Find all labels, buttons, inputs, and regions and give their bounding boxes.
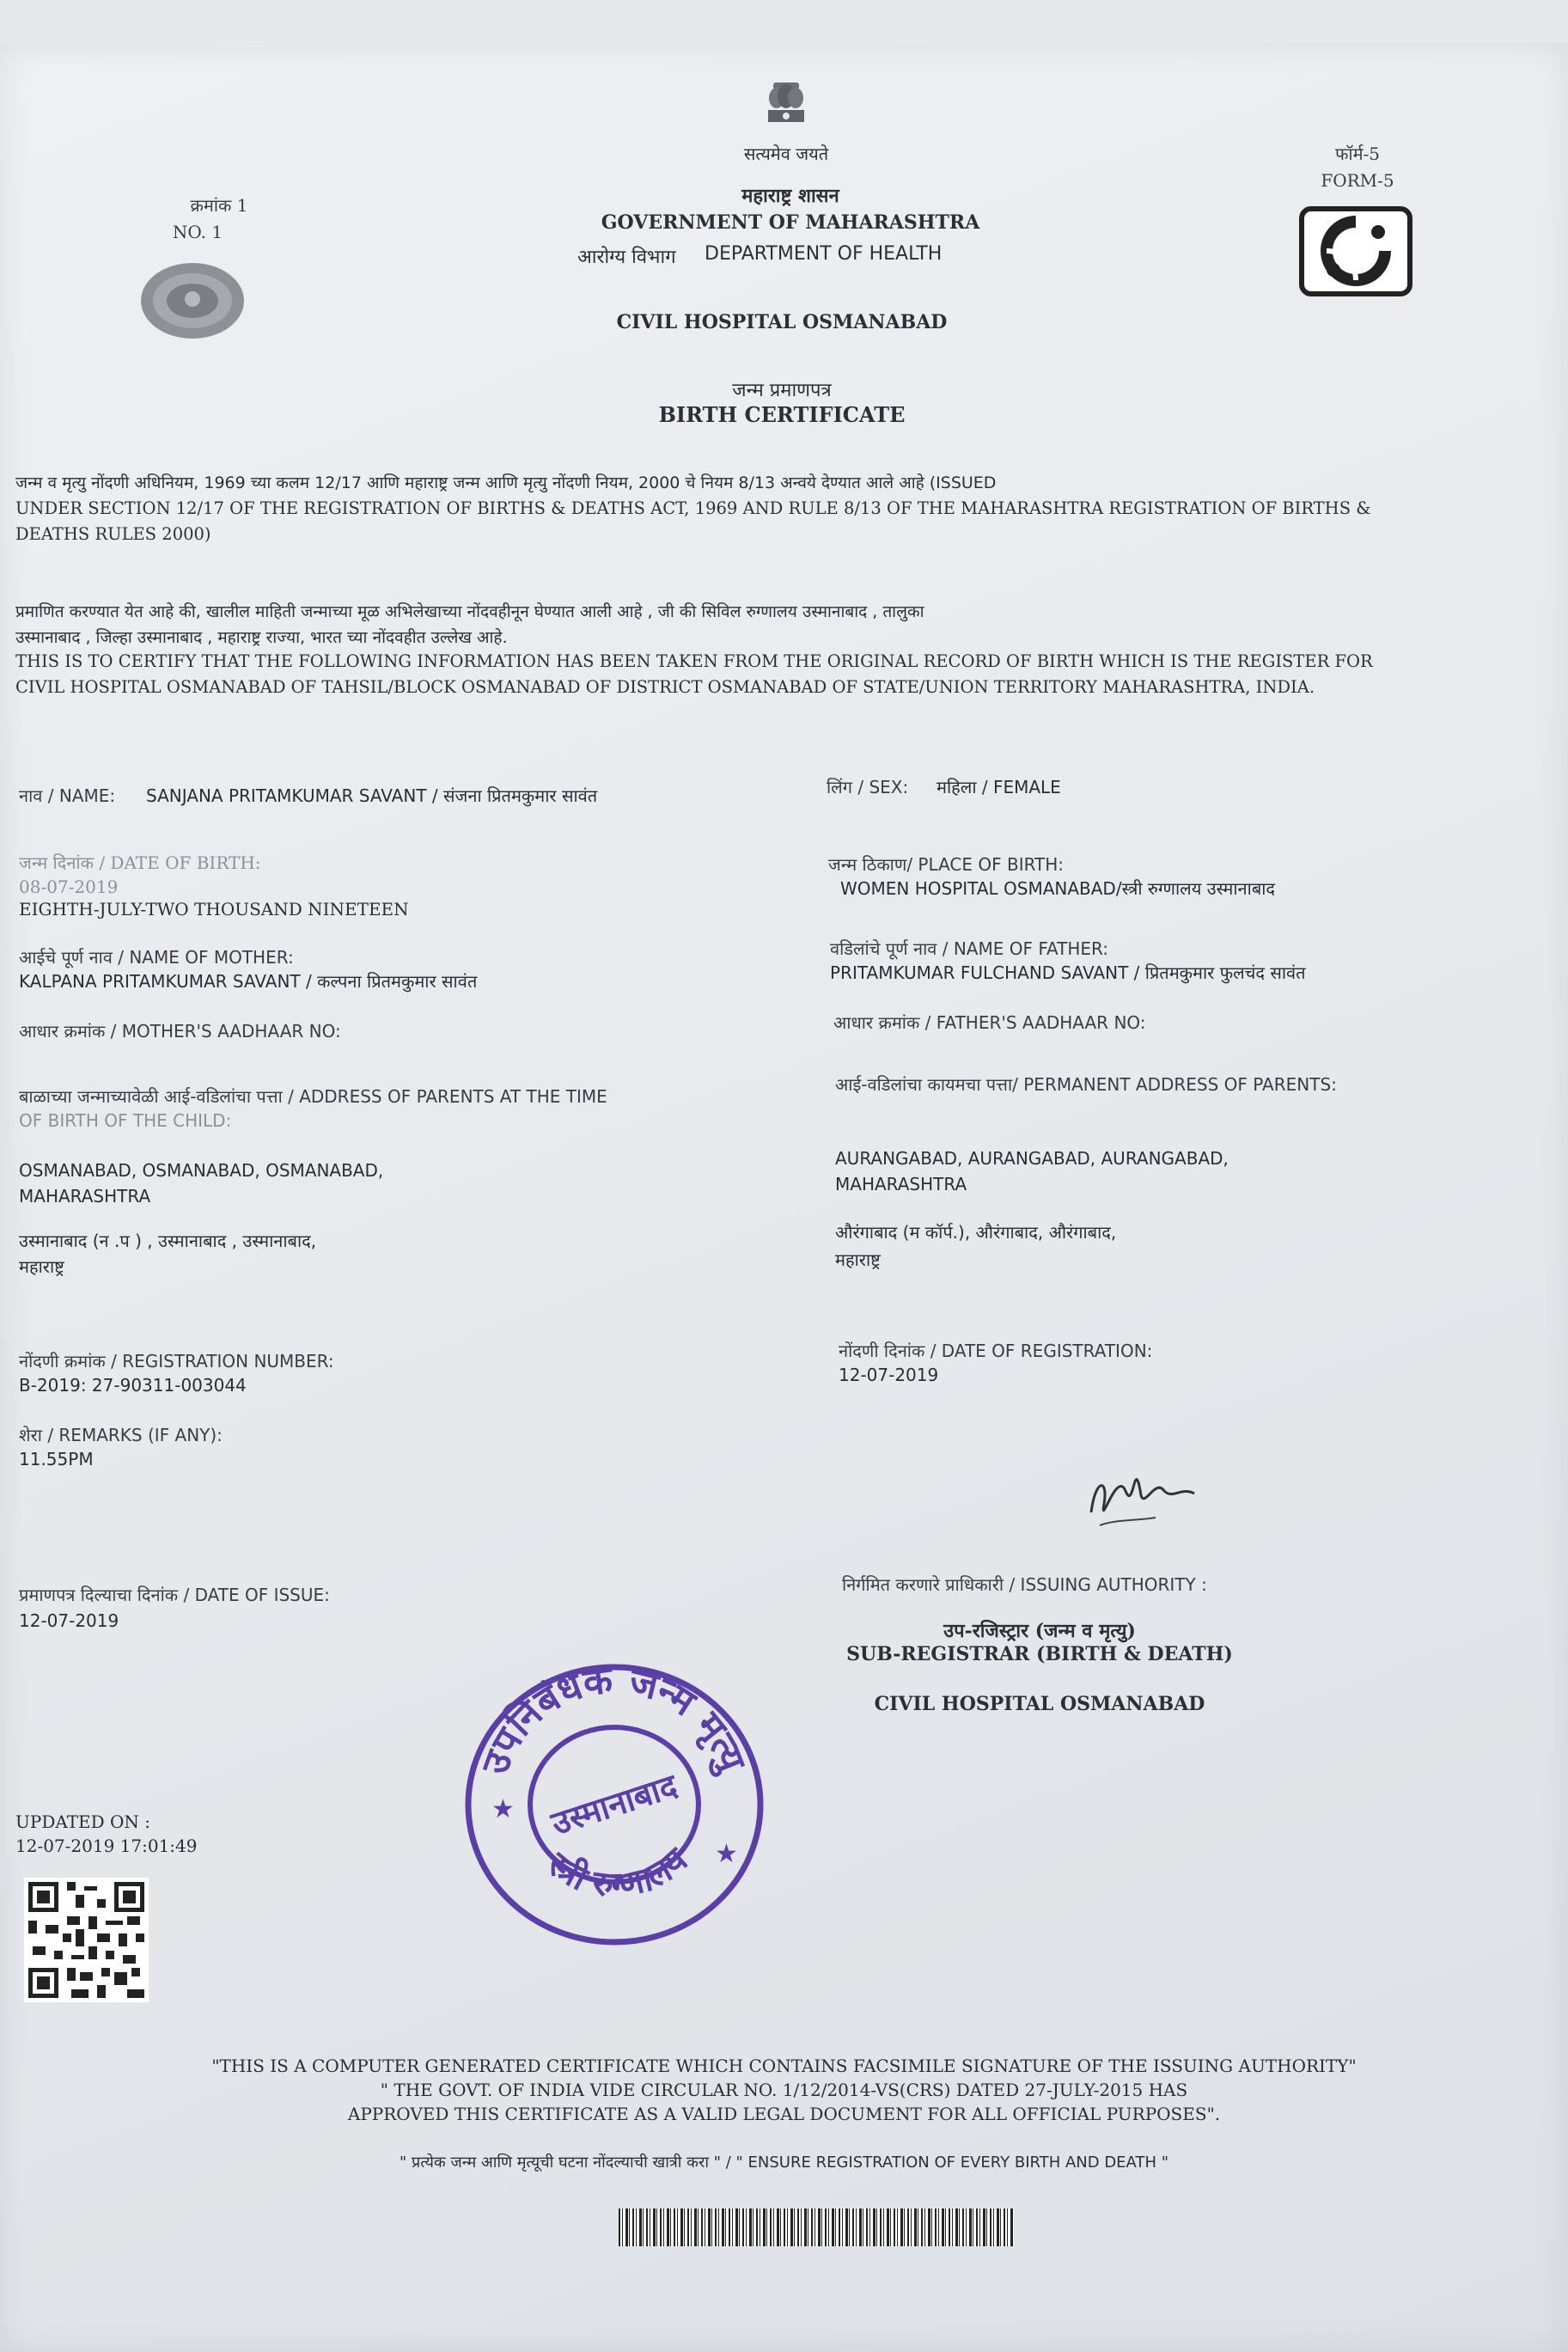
registration-number-value: B-2019: 27-90311-003044 bbox=[19, 1375, 247, 1396]
dob-value: 08-07-2019 bbox=[19, 877, 119, 897]
certificate-title-english: BIRTH CERTIFICATE bbox=[658, 402, 906, 427]
name-label: नाव / NAME: bbox=[19, 785, 116, 806]
permanent-address-marathi-line-2: महाराष्ट्र bbox=[835, 1249, 881, 1270]
permanent-address-english-line-1: AURANGABAD, AURANGABAD, AURANGABAD, bbox=[835, 1148, 1229, 1169]
dob-in-words: EIGHTH-JULY-TWO THOUSAND NINETEEN bbox=[19, 899, 409, 919]
birth-address-label: बाळाच्या जन्माच्यावेळी आई-वडिलांचा पत्ता / ADDRESS OF PARENTS AT THE TIME bbox=[19, 1086, 607, 1107]
sex-value: महिला / FEMALE bbox=[937, 777, 1061, 797]
updated-on-value: 12-07-2019 17:01:49 bbox=[15, 1836, 198, 1856]
preamble-line-3: DEATHS RULES 2000) bbox=[15, 524, 211, 544]
govt-title-english: GOVERNMENT OF MAHARASHTRA bbox=[601, 211, 980, 234]
father-name-value: PRITAMKUMAR FULCHAND SAVANT / प्रितमकुमार फुलचंद सावंत bbox=[830, 962, 1306, 983]
remarks-value: 11.55PM bbox=[19, 1449, 94, 1469]
preamble-line-6: THIS IS TO CERTIFY THAT THE FOLLOWING INFORMATION HAS BEEN TAKEN FROM THE ORIGINAL RECORD OF BIRTH WHICH IS THE REGISTER FOR bbox=[15, 651, 1373, 671]
registration-date-value: 12-07-2019 bbox=[839, 1365, 939, 1385]
birth-address-marathi-line-1: उस्मानाबाद (न .प ) , उस्मानाबाद , उस्मानाबाद, bbox=[19, 1231, 317, 1251]
svg-text:स्त्री रुग्णालय: स्त्री रुग्णालय bbox=[539, 1840, 696, 1906]
birth-address-english-line-2: MAHARASHTRA bbox=[19, 1186, 151, 1207]
svg-text:★: ★ bbox=[491, 1794, 515, 1824]
mother-name-value: KALPANA PRITAMKUMAR SAVANT / कल्पना प्रितमकुमार सावंत bbox=[19, 971, 478, 992]
number-label-english: NO. 1 bbox=[172, 222, 223, 242]
birth-registration-logo-icon bbox=[1299, 206, 1412, 296]
sex-label: लिंग / SEX: bbox=[827, 777, 909, 797]
signature-icon bbox=[1074, 1444, 1203, 1538]
preamble-line-2: UNDER SECTION 12/17 OF THE REGISTRATION OF BIRTHS & DEATHS ACT, 1969 AND RULE 8/13 OF THE MAHARASHTRA REGISTRATION OF BIRTHS & bbox=[15, 498, 1371, 518]
number-label-marathi: क्रमांक 1 bbox=[190, 195, 248, 216]
issue-date-label: प्रमाणपत्र दिल्याचा दिनांक / DATE OF ISSUE: bbox=[19, 1585, 330, 1605]
birth-address-label-cont: OF BIRTH OF THE CHILD: bbox=[19, 1110, 232, 1131]
issuing-authority-label: निर्गमित करणारे प्राधिकारी / ISSUING AUTHORITY : bbox=[842, 1574, 1207, 1595]
svg-text:★: ★ bbox=[715, 1839, 738, 1869]
maharashtra-seal-icon bbox=[137, 258, 247, 344]
authority-title-english: SUB-REGISTRAR (BIRTH & DEATH) bbox=[846, 1643, 1233, 1665]
emblem-motto: सत्यमेव जयते bbox=[743, 144, 829, 164]
svg-text:उपनिबंधक जन्म मृत्यु: उपनिबंधक जन्म मृत्यु bbox=[473, 1658, 754, 1781]
certificate-title-marathi: जन्म प्रमाणपत्र bbox=[732, 380, 832, 401]
mother-aadhaar-label: आधार क्रमांक / MOTHER'S AADHAAR NO: bbox=[19, 1021, 341, 1042]
preamble-line-4: प्रमाणित करण्यात येत आहे की, खालील माहिती जन्माच्या मूळ अभिलेखाच्या नोंदवहीनून घेण्यात आली आहे , जी की सिविल रुग्णालय उस्मानाबाद , तालुका bbox=[15, 602, 924, 621]
permanent-address-label: आई-वडिलांचा कायमचा पत्ता/ PERMANENT ADDRESS OF PARENTS: bbox=[835, 1074, 1337, 1095]
footer-slogan: " प्रत्येक जन्म आणि मृत्यूची घटना नोंदल्याची खात्री करा " / " ENSURE REGISTRATION OF EVERY BIRTH AND DEATH " bbox=[399, 2153, 1168, 2172]
registration-date-label: नोंदणी दिनांक / DATE OF REGISTRATION: bbox=[839, 1341, 1153, 1361]
birth-address-marathi-line-2: महाराष्ट्र bbox=[19, 1256, 64, 1277]
form-label-english: FORM-5 bbox=[1321, 170, 1394, 191]
official-stamp-icon bbox=[455, 1654, 773, 1955]
father-aadhaar-label: आधार क्रमांक / FATHER'S AADHAAR NO: bbox=[833, 1012, 1146, 1033]
authority-title-marathi: उप-रजिस्ट्रार (जन्म व मृत्यु) bbox=[943, 1620, 1136, 1642]
form-label-marathi: फॉर्म-5 bbox=[1334, 144, 1381, 164]
qr-code-icon bbox=[24, 1878, 149, 2002]
pob-value: WOMEN HOSPITAL OSMANABAD/स्त्री रुग्णालय उस्मानाबाद bbox=[840, 878, 1276, 899]
authority-office: CIVIL HOSPITAL OSMANABAD bbox=[874, 1693, 1205, 1715]
barcode-icon bbox=[619, 2208, 1014, 2246]
preamble-line-5: उस्मानाबाद , जिल्हा उस्मानाबाद , महाराष्ट्र राज्या, भारत च्या नोंदवहीत उल्लेख आहे. bbox=[15, 628, 508, 647]
birth-address-english-line-1: OSMANABAD, OSMANABAD, OSMANABAD, bbox=[19, 1160, 384, 1181]
preamble-line-7: CIVIL HOSPITAL OSMANABAD OF TAHSIL/BLOCK OSMANABAD OF DISTRICT OSMANABAD OF STATE/UNION TERRITORY MAHARASHTRA, INDIA. bbox=[15, 677, 1315, 697]
permanent-address-english-line-2: MAHARASHTRA bbox=[835, 1174, 967, 1194]
registration-number-label: नोंदणी क्रमांक / REGISTRATION NUMBER: bbox=[19, 1351, 334, 1371]
footer-line-1: "THIS IS A COMPUTER GENERATED CERTIFICATE WHICH CONTAINS FACSIMILE SIGNATURE OF THE ISSUING AUTHORITY" bbox=[211, 2056, 1357, 2076]
mother-name-label: आईचे पूर्ण नाव / NAME OF MOTHER: bbox=[19, 947, 294, 968]
remarks-label: शेरा / REMARKS (IF ANY): bbox=[19, 1425, 223, 1445]
father-name-label: वडिलांचे पूर्ण नाव / NAME OF FATHER: bbox=[830, 938, 1109, 959]
issue-date-value: 12-07-2019 bbox=[19, 1610, 119, 1631]
dept-title-english: DEPARTMENT OF HEALTH bbox=[705, 243, 943, 265]
svg-text:उस्मानाबाद: उस्मानाबाद bbox=[546, 1766, 682, 1843]
permanent-address-marathi-line-1: औरंगाबाद (म कॉर्प.), औरंगाबाद, औरंगाबाद, bbox=[835, 1222, 1117, 1243]
preamble-line-1: जन्म व मृत्यु नोंदणी अधिनियम, 1969 च्या कलम 12/17 आणि महाराष्ट्र जन्म आणि मृत्यु नोंदणी नियम, 2000 चे नियम 8/13 अन्वये देण्यात आले आहे (ISSUED bbox=[15, 473, 997, 492]
footer-line-2: " THE GOVT. OF INDIA VIDE CIRCULAR NO. 1/12/2014-VS(CRS) DATED 27-JULY-2015 HAS bbox=[380, 2080, 1188, 2100]
footer-line-3: APPROVED THIS CERTIFICATE AS A VALID LEGAL DOCUMENT FOR ALL OFFICIAL PURPOSES". bbox=[347, 2104, 1221, 2124]
pob-label: जन्म ठिकाण/ PLACE OF BIRTH: bbox=[828, 854, 1065, 875]
hospital-name: CIVIL HOSPITAL OSMANABAD bbox=[616, 311, 948, 333]
updated-on-label: UPDATED ON : bbox=[15, 1811, 151, 1832]
dob-label: जन्म दिनांक / DATE OF BIRTH: bbox=[19, 852, 261, 873]
dept-title-marathi: आरोग्य विभाग bbox=[577, 247, 676, 268]
govt-title-marathi: महाराष्ट्र शासन bbox=[741, 185, 839, 207]
name-value: SANJANA PRITAMKUMAR SAVANT / संजना प्रितमकुमार सावंत bbox=[146, 785, 598, 806]
